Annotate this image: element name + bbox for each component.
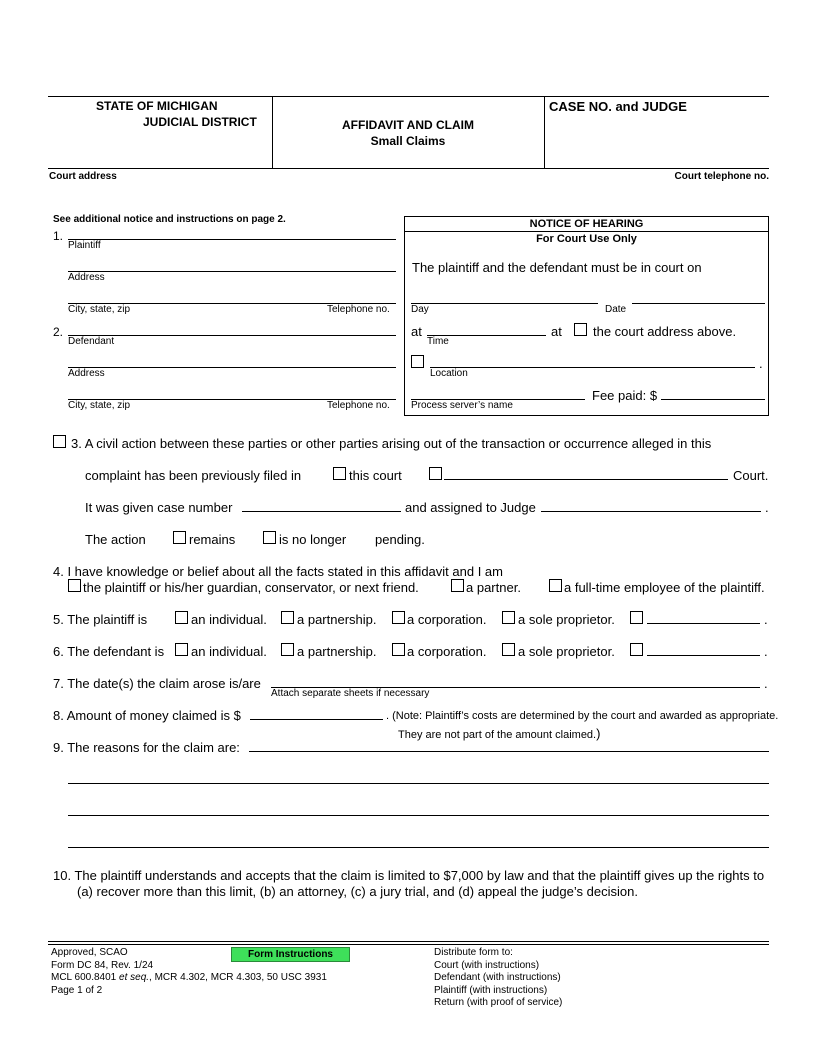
process-server-label: Process server’s name [411, 400, 513, 411]
guardian-checkbox[interactable] [68, 579, 81, 592]
location-period: . [759, 356, 763, 371]
costs-note-2-text: They are not part of the amount claimed. [398, 729, 597, 741]
plaintiff-individual-label: an individual. [191, 612, 267, 627]
defendant-other-field[interactable] [647, 655, 760, 656]
this-court-label: this court [349, 468, 402, 483]
partner-checkbox[interactable] [451, 579, 464, 592]
case-number-label: It was given case number [85, 500, 233, 515]
costs-note-paren: ) [596, 726, 601, 741]
guardian-label: the plaintiff or his/her guardian, conservator, or next friend. [83, 580, 419, 595]
item7-period: . [764, 676, 768, 691]
distribution-list [434, 947, 562, 1010]
form-number: Form DC 84, Rev. 1/24 [51, 959, 154, 971]
item6-label: 6. The defendant is [53, 644, 165, 659]
party-number-2: 2. [53, 325, 64, 339]
distribute-label: Distribute form to: [434, 947, 513, 958]
hearing-location-label: Location [430, 368, 468, 379]
item3-text-2: complaint has been previously filed in [85, 468, 302, 483]
header-divider-1 [272, 96, 273, 168]
mcl-italic: et seq. [119, 972, 150, 983]
defendant-corporation-checkbox[interactable] [392, 643, 405, 656]
approved-text: Approved, SCAO [51, 947, 128, 958]
plaintiff-corporation-label: a corporation. [407, 612, 487, 627]
hearing-date-label: Date [605, 304, 627, 315]
item3-text-1: 3. A civil action between these parties or other parties arising out of the transaction or occurrence alleged in this [71, 436, 712, 451]
hearing-at-label: at [411, 324, 422, 339]
defendant-address-field[interactable] [68, 367, 396, 368]
fee-paid-label: Fee paid: $ [592, 388, 658, 403]
form-subtitle: Small Claims [370, 134, 446, 148]
defendant-partnership-label: a partnership. [297, 644, 377, 659]
item10-text-2: (a) recover more than this limit, (b) an attorney, (c) a jury trial, and (d) appeal the judge’s decision. [77, 884, 638, 899]
distribute-defendant: Defendant (with instructions) [434, 972, 561, 983]
hearing-instruction: The plaintiff and the defendant must be in court on [412, 260, 702, 275]
header-divider-2 [544, 96, 545, 168]
defendant-phone-label: Telephone no. [327, 400, 390, 411]
court-suffix-label: Court. [733, 468, 769, 483]
item7-label: 7. The date(s) the claim arose is/are [53, 676, 261, 691]
distribute-return: Return (with proof of service) [434, 997, 563, 1008]
defendant-individual-checkbox[interactable] [175, 643, 188, 656]
other-court-field[interactable] [444, 479, 728, 480]
state-label: STATE OF MICHIGAN [96, 99, 218, 113]
court-address-label: Court address [49, 171, 117, 182]
mcl-citation [51, 972, 327, 985]
judge-period: . [765, 500, 769, 515]
footer-rule-1 [48, 941, 769, 942]
party-number-1: 1. [53, 229, 64, 243]
fee-paid-field[interactable] [661, 399, 765, 400]
hearing-time-label: Time [427, 336, 449, 347]
action-label: The action [85, 532, 146, 547]
partner-label: a partner. [466, 580, 521, 595]
distribute-plaintiff: Plaintiff (with instructions) [434, 984, 548, 996]
plaintiff-individual-checkbox[interactable] [175, 611, 188, 624]
mcl-post: , MCR 4.302, MCR 4.303, 50 USC 3931 [149, 972, 327, 983]
no-longer-checkbox[interactable] [263, 531, 276, 544]
page-number: Page 1 of 2 [51, 984, 103, 996]
item3-checkbox[interactable] [53, 435, 66, 448]
other-court-checkbox[interactable] [429, 467, 442, 480]
hearing-title: NOTICE OF HEARING [529, 218, 644, 230]
item8-label: 8. Amount of money claimed is $ [53, 708, 241, 723]
other-location-checkbox[interactable] [411, 355, 424, 368]
defendant-sole-prop-label: a sole proprietor. [518, 644, 615, 659]
distribute-court: Court (with instructions) [434, 959, 540, 971]
defendant-address-label: Address [68, 368, 105, 379]
item5-label: 5. The plaintiff is [53, 612, 148, 627]
plaintiff-sole-prop-label: a sole proprietor. [518, 612, 615, 627]
additional-notice: See additional notice and instructions on page 2. [53, 214, 286, 225]
defendant-individual-label: an individual. [191, 644, 267, 659]
hearing-subtitle: For Court Use Only [536, 233, 637, 245]
defendant-name-field[interactable] [68, 335, 396, 336]
this-court-checkbox[interactable] [333, 467, 346, 480]
hearing-date-field[interactable] [632, 303, 765, 304]
footer-rule-2 [48, 944, 769, 945]
item5-period: . [764, 612, 768, 627]
defendant-label: Defendant [68, 336, 115, 347]
district-label: JUDICIAL DISTRICT [143, 115, 257, 129]
hearing-title-rule [404, 231, 769, 232]
plaintiff-partnership-label: a partnership. [297, 612, 377, 627]
assigned-judge-label: and assigned to Judge [405, 500, 536, 515]
amount-claimed-field[interactable] [250, 719, 383, 720]
reasons-line-2[interactable] [68, 783, 769, 784]
plaintiff-corporation-checkbox[interactable] [392, 611, 405, 624]
hearing-day-field[interactable] [411, 303, 598, 304]
plaintiff-other-field[interactable] [647, 623, 760, 624]
plaintiff-phone-label: Telephone no. [327, 304, 390, 315]
item6-period: . [764, 644, 768, 659]
plaintiff-address-field[interactable] [68, 271, 396, 272]
case-number-field[interactable] [242, 511, 401, 512]
employee-label: a full-time employee of the plaintiff. [564, 580, 765, 595]
case-no-label: CASE NO. and JUDGE [549, 99, 687, 114]
plaintiff-name-field[interactable] [68, 239, 396, 240]
form-instructions-button[interactable]: Form Instructions [231, 947, 350, 962]
defendant-corporation-label: a corporation. [407, 644, 487, 659]
form-title: AFFIDAVIT AND CLAIM [342, 118, 474, 132]
header-top-rule [48, 96, 769, 97]
costs-note-1: . (Note: Plaintiff’s costs are determined by the court and awarded as appropriate. [386, 710, 779, 722]
header-bottom-rule [48, 168, 769, 169]
hearing-day-label: Day [411, 304, 429, 315]
defendant-sole-prop-checkbox[interactable] [502, 643, 515, 656]
reasons-line-4[interactable] [68, 847, 769, 848]
court-phone-label: Court telephone no. [674, 171, 769, 182]
employee-checkbox[interactable] [549, 579, 562, 592]
plaintiff-other-checkbox[interactable] [630, 611, 643, 624]
defendant-city-label: City, state, zip [68, 400, 131, 411]
remains-checkbox[interactable] [173, 531, 186, 544]
no-longer-label: is no longer [279, 532, 347, 547]
judge-field[interactable] [541, 511, 761, 512]
defendant-other-checkbox[interactable] [630, 643, 643, 656]
hearing-at-label-2: at [551, 324, 562, 339]
defendant-partnership-checkbox[interactable] [281, 643, 294, 656]
plaintiff-sole-prop-checkbox[interactable] [502, 611, 515, 624]
mcl-pre: MCL 600.8401 [51, 972, 120, 983]
plaintiff-label: Plaintiff [68, 240, 101, 251]
costs-note-2 [398, 726, 600, 741]
item9-label: 9. The reasons for the claim are: [53, 740, 240, 755]
court-address-checkbox[interactable] [574, 323, 587, 336]
court-address-above-label: the court address above. [593, 324, 737, 339]
reasons-line-1[interactable] [249, 751, 769, 752]
plaintiff-address-label: Address [68, 272, 105, 283]
item10-text-1: 10. The plaintiff understands and accepts that the claim is limited to $7,000 by law and that the plaintiff gives up the rights to [53, 868, 765, 883]
remains-label: remains [189, 532, 236, 547]
attach-sheets-label: Attach separate sheets if necessary [271, 688, 430, 699]
plaintiff-city-label: City, state, zip [68, 304, 131, 315]
item4-text: 4. I have knowledge or belief about all the facts stated in this affidavit and I am [53, 564, 503, 579]
hearing-location-field[interactable] [430, 367, 755, 368]
notice-of-hearing-box [404, 216, 769, 416]
reasons-line-3[interactable] [68, 815, 769, 816]
plaintiff-partnership-checkbox[interactable] [281, 611, 294, 624]
pending-label: pending. [375, 532, 425, 547]
